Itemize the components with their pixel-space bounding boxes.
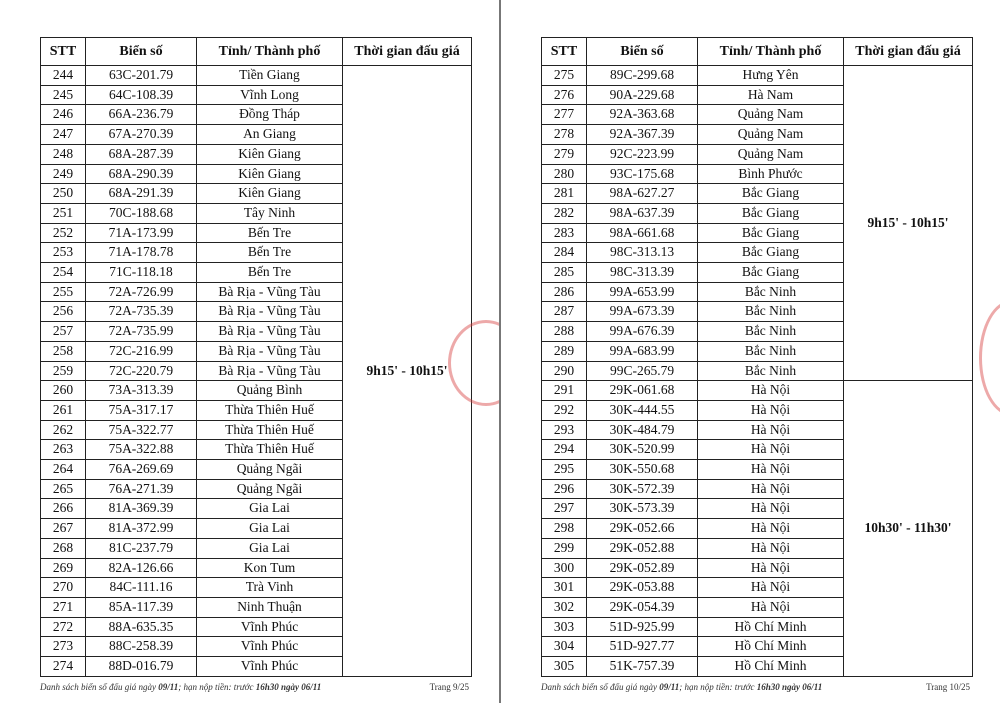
cell-province: Quảng Nam [698, 144, 844, 164]
cell-plate: 30K-550.68 [587, 460, 698, 480]
page-number: Trang 9/25 [429, 682, 469, 692]
cell-plate: 81C-237.79 [86, 538, 197, 558]
cell-plate: 88D-016.79 [86, 657, 197, 677]
cell-stt: 258 [41, 341, 86, 361]
cell-stt: 301 [542, 578, 587, 598]
cell-plate: 98C-313.13 [587, 243, 698, 263]
footer-deadline: 16h30 ngày 06/11 [255, 682, 322, 692]
header-stt: STT [41, 38, 86, 66]
cell-province: Bắc Giang [698, 243, 844, 263]
cell-plate: 99C-265.79 [587, 361, 698, 381]
cell-stt: 293 [542, 420, 587, 440]
document-page-right [501, 0, 1000, 703]
cell-plate: 51D-927.77 [587, 637, 698, 657]
cell-auction-time: 9h15' - 10h15' [343, 66, 472, 677]
cell-auction-time: 10h30' - 11h30' [844, 381, 973, 677]
cell-province: Hà Nội [698, 519, 844, 539]
cell-province: Hà Nội [698, 578, 844, 598]
cell-province: Thừa Thiên Huế [197, 440, 343, 460]
cell-province: Bà Rịa - Vũng Tàu [197, 322, 343, 342]
cell-province: Hà Nội [698, 420, 844, 440]
cell-province: Bến Tre [197, 263, 343, 283]
cell-plate: 29K-052.66 [587, 519, 698, 539]
cell-plate: 72C-220.79 [86, 361, 197, 381]
cell-plate: 98A-627.27 [587, 184, 698, 204]
cell-stt: 255 [41, 282, 86, 302]
footer-note [40, 682, 321, 692]
cell-province: Quảng Bình [197, 381, 343, 401]
cell-province: Bắc Giang [698, 223, 844, 243]
cell-plate: 76A-269.69 [86, 460, 197, 480]
cell-stt: 305 [542, 657, 587, 677]
cell-stt: 283 [542, 223, 587, 243]
cell-plate: 30K-484.79 [587, 420, 698, 440]
cell-plate: 88A-635.35 [86, 617, 197, 637]
cell-province: Gia Lai [197, 519, 343, 539]
header-plate: Biển số [86, 38, 197, 66]
cell-province: Hồ Chí Minh [698, 637, 844, 657]
cell-province: Hồ Chí Minh [698, 617, 844, 637]
header-plate: Biển số [587, 38, 698, 66]
cell-plate: 82A-126.66 [86, 558, 197, 578]
cell-stt: 248 [41, 144, 86, 164]
cell-stt: 268 [41, 538, 86, 558]
header-time: Thời gian đấu giá [844, 38, 973, 66]
cell-province: Thừa Thiên Huế [197, 420, 343, 440]
cell-province: Thừa Thiên Huế [197, 400, 343, 420]
footer-mid: ; hạn nộp tiền: trước [178, 682, 256, 692]
cell-stt: 273 [41, 637, 86, 657]
cell-province: Tiền Giang [197, 66, 343, 86]
cell-stt: 289 [542, 341, 587, 361]
cell-province: Trà Vinh [197, 578, 343, 598]
plates-table [541, 37, 973, 677]
cell-province: Bắc Giang [698, 184, 844, 204]
cell-stt: 264 [41, 460, 86, 480]
cell-plate: 64C-108.39 [86, 85, 197, 105]
cell-province: Bắc Ninh [698, 282, 844, 302]
cell-province: Vĩnh Phúc [197, 637, 343, 657]
table-header-row [41, 38, 472, 66]
cell-province: Hà Nội [698, 479, 844, 499]
cell-plate: 51K-757.39 [587, 657, 698, 677]
cell-stt: 269 [41, 558, 86, 578]
header-province: Tỉnh/ Thành phố [197, 38, 343, 66]
cell-stt: 249 [41, 164, 86, 184]
cell-stt: 262 [41, 420, 86, 440]
table-body [41, 66, 472, 677]
cell-stt: 261 [41, 400, 86, 420]
cell-province: Bến Tre [197, 243, 343, 263]
footer-note [541, 682, 822, 692]
cell-plate: 76A-271.39 [86, 479, 197, 499]
cell-province: Bà Rịa - Vũng Tàu [197, 361, 343, 381]
cell-province: Hà Nội [698, 538, 844, 558]
cell-stt: 260 [41, 381, 86, 401]
plates-table [40, 37, 472, 677]
cell-stt: 282 [542, 203, 587, 223]
cell-stt: 299 [542, 538, 587, 558]
table-header-row [542, 38, 973, 66]
cell-stt: 295 [542, 460, 587, 480]
cell-stt: 297 [542, 499, 587, 519]
cell-plate: 68A-287.39 [86, 144, 197, 164]
cell-plate: 89C-299.68 [587, 66, 698, 86]
cell-stt: 270 [41, 578, 86, 598]
cell-plate: 99A-653.99 [587, 282, 698, 302]
cell-plate: 99A-676.39 [587, 322, 698, 342]
cell-stt: 257 [41, 322, 86, 342]
cell-stt: 265 [41, 479, 86, 499]
cell-province: Vĩnh Long [197, 85, 343, 105]
cell-province: Hà Nội [698, 440, 844, 460]
cell-stt: 298 [542, 519, 587, 539]
header-province: Tỉnh/ Thành phố [698, 38, 844, 66]
cell-plate: 75A-317.17 [86, 400, 197, 420]
cell-stt: 291 [542, 381, 587, 401]
cell-stt: 286 [542, 282, 587, 302]
table-row [542, 381, 973, 401]
cell-plate: 72C-216.99 [86, 341, 197, 361]
cell-plate: 29K-052.89 [587, 558, 698, 578]
cell-stt: 247 [41, 125, 86, 145]
table-row [41, 66, 472, 86]
cell-stt: 281 [542, 184, 587, 204]
cell-plate: 98A-661.68 [587, 223, 698, 243]
cell-plate: 99A-683.99 [587, 341, 698, 361]
cell-stt: 302 [542, 597, 587, 617]
cell-plate: 81A-372.99 [86, 519, 197, 539]
cell-province: Hồ Chí Minh [698, 657, 844, 677]
table-row [542, 66, 973, 86]
cell-plate: 75A-322.88 [86, 440, 197, 460]
cell-stt: 263 [41, 440, 86, 460]
cell-plate: 90A-229.68 [587, 85, 698, 105]
red-seal-stamp [979, 300, 1000, 416]
cell-plate: 99A-673.39 [587, 302, 698, 322]
cell-province: Kiên Giang [197, 184, 343, 204]
cell-plate: 93C-175.68 [587, 164, 698, 184]
cell-province: Hà Nội [698, 381, 844, 401]
cell-plate: 71C-118.18 [86, 263, 197, 283]
cell-stt: 294 [542, 440, 587, 460]
cell-stt: 244 [41, 66, 86, 86]
cell-auction-time: 9h15' - 10h15' [844, 66, 973, 381]
cell-stt: 274 [41, 657, 86, 677]
cell-province: Bà Rịa - Vũng Tàu [197, 282, 343, 302]
page-number: Trang 10/25 [926, 682, 970, 692]
cell-plate: 98A-637.39 [587, 203, 698, 223]
cell-province: Bà Rịa - Vũng Tàu [197, 302, 343, 322]
cell-plate: 81A-369.39 [86, 499, 197, 519]
cell-plate: 29K-061.68 [587, 381, 698, 401]
cell-stt: 253 [41, 243, 86, 263]
footer-prefix: Danh sách biển số đấu giá ngày [40, 682, 159, 692]
cell-province: Hà Nội [698, 460, 844, 480]
cell-plate: 88C-258.39 [86, 637, 197, 657]
cell-province: Hà Nội [698, 558, 844, 578]
cell-plate: 92C-223.99 [587, 144, 698, 164]
cell-province: Bến Tre [197, 223, 343, 243]
document-page-left [0, 0, 499, 703]
cell-stt: 246 [41, 105, 86, 125]
cell-plate: 68A-290.39 [86, 164, 197, 184]
cell-province: Hà Nội [698, 597, 844, 617]
cell-plate: 71A-173.99 [86, 223, 197, 243]
cell-province: Bắc Ninh [698, 322, 844, 342]
cell-province: Bắc Ninh [698, 341, 844, 361]
cell-province: Bà Rịa - Vũng Tàu [197, 341, 343, 361]
cell-stt: 300 [542, 558, 587, 578]
cell-plate: 71A-178.78 [86, 243, 197, 263]
cell-province: Quảng Ngãi [197, 460, 343, 480]
cell-plate: 75A-322.77 [86, 420, 197, 440]
cell-stt: 290 [542, 361, 587, 381]
cell-province: Vĩnh Phúc [197, 617, 343, 637]
cell-province: Bắc Giang [698, 263, 844, 283]
cell-plate: 70C-188.68 [86, 203, 197, 223]
cell-province: Gia Lai [197, 538, 343, 558]
cell-province: Kiên Giang [197, 164, 343, 184]
footer-date: 09/11 [158, 682, 179, 692]
cell-stt: 254 [41, 263, 86, 283]
cell-plate: 72A-726.99 [86, 282, 197, 302]
cell-plate: 72A-735.39 [86, 302, 197, 322]
cell-plate: 84C-111.16 [86, 578, 197, 598]
cell-stt: 304 [542, 637, 587, 657]
cell-plate: 68A-291.39 [86, 184, 197, 204]
cell-stt: 285 [542, 263, 587, 283]
cell-province: Bình Phước [698, 164, 844, 184]
cell-province: Quảng Ngãi [197, 479, 343, 499]
cell-stt: 251 [41, 203, 86, 223]
header-time: Thời gian đấu giá [343, 38, 472, 66]
cell-plate: 30K-444.55 [587, 400, 698, 420]
cell-province: Hà Nội [698, 400, 844, 420]
cell-plate: 85A-117.39 [86, 597, 197, 617]
cell-stt: 252 [41, 223, 86, 243]
cell-province: Tây Ninh [197, 203, 343, 223]
cell-stt: 288 [542, 322, 587, 342]
cell-stt: 245 [41, 85, 86, 105]
cell-stt: 259 [41, 361, 86, 381]
cell-stt: 272 [41, 617, 86, 637]
cell-province: Hà Nam [698, 85, 844, 105]
cell-plate: 29K-053.88 [587, 578, 698, 598]
cell-plate: 30K-573.39 [587, 499, 698, 519]
header-stt: STT [542, 38, 587, 66]
cell-stt: 280 [542, 164, 587, 184]
cell-stt: 284 [542, 243, 587, 263]
cell-province: Đồng Tháp [197, 105, 343, 125]
cell-stt: 279 [542, 144, 587, 164]
cell-stt: 266 [41, 499, 86, 519]
cell-stt: 267 [41, 519, 86, 539]
cell-plate: 51D-925.99 [587, 617, 698, 637]
cell-plate: 98C-313.39 [587, 263, 698, 283]
footer-mid: ; hạn nộp tiền: trước [679, 682, 757, 692]
cell-stt: 275 [542, 66, 587, 86]
footer-date: 09/11 [659, 682, 680, 692]
cell-province: Quảng Nam [698, 125, 844, 145]
cell-province: Hưng Yên [698, 66, 844, 86]
cell-province: Ninh Thuận [197, 597, 343, 617]
cell-stt: 250 [41, 184, 86, 204]
cell-stt: 256 [41, 302, 86, 322]
cell-province: Bắc Giang [698, 203, 844, 223]
cell-province: An Giang [197, 125, 343, 145]
cell-province: Hà Nội [698, 499, 844, 519]
cell-plate: 92A-367.39 [587, 125, 698, 145]
cell-plate: 92A-363.68 [587, 105, 698, 125]
footer-deadline: 16h30 ngày 06/11 [756, 682, 823, 692]
cell-stt: 278 [542, 125, 587, 145]
cell-stt: 271 [41, 597, 86, 617]
cell-plate: 73A-313.39 [86, 381, 197, 401]
cell-province: Bắc Ninh [698, 302, 844, 322]
cell-plate: 29K-054.39 [587, 597, 698, 617]
footer-prefix: Danh sách biển số đấu giá ngày [541, 682, 660, 692]
cell-stt: 292 [542, 400, 587, 420]
cell-province: Kiên Giang [197, 144, 343, 164]
cell-province: Vĩnh Phúc [197, 657, 343, 677]
cell-plate: 67A-270.39 [86, 125, 197, 145]
cell-stt: 277 [542, 105, 587, 125]
cell-stt: 276 [542, 85, 587, 105]
cell-plate: 66A-236.79 [86, 105, 197, 125]
cell-province: Quảng Nam [698, 105, 844, 125]
cell-province: Gia Lai [197, 499, 343, 519]
cell-plate: 29K-052.88 [587, 538, 698, 558]
cell-plate: 30K-572.39 [587, 479, 698, 499]
cell-province: Bắc Ninh [698, 361, 844, 381]
cell-province: Kon Tum [197, 558, 343, 578]
cell-plate: 30K-520.99 [587, 440, 698, 460]
cell-plate: 72A-735.99 [86, 322, 197, 342]
cell-stt: 287 [542, 302, 587, 322]
cell-stt: 296 [542, 479, 587, 499]
cell-plate: 63C-201.79 [86, 66, 197, 86]
table-body [542, 66, 973, 677]
cell-stt: 303 [542, 617, 587, 637]
